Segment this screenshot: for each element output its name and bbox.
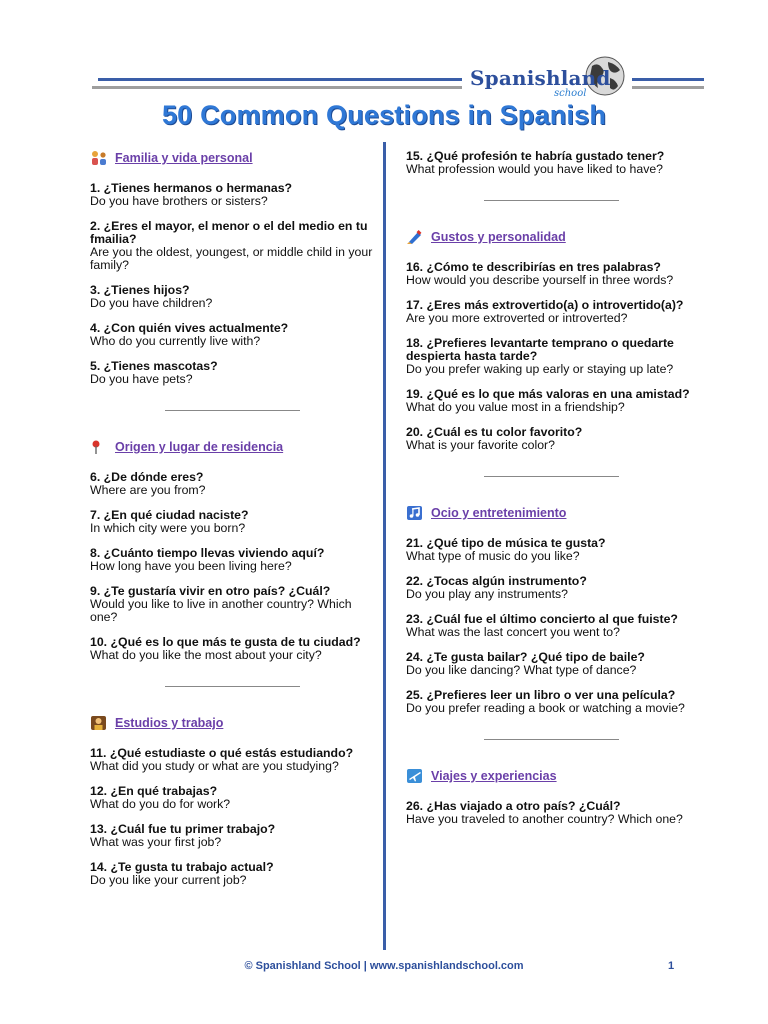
paintbrush-icon bbox=[406, 229, 424, 245]
question-en: Do you have children? bbox=[90, 296, 213, 310]
question-es: 3. ¿Tienes hijos? bbox=[90, 283, 190, 297]
question-en: Do you prefer reading a book or watching a movie? bbox=[406, 701, 685, 715]
question-item bbox=[406, 800, 696, 826]
question-en: Do you have pets? bbox=[90, 372, 193, 386]
question-item bbox=[90, 284, 375, 310]
question-en: Where are you from? bbox=[90, 483, 206, 497]
question-item bbox=[90, 360, 375, 386]
question-es: 24. ¿Te gusta bailar? ¿Qué tipo de baile? bbox=[406, 650, 645, 664]
question-en: What do you value most in a friendship? bbox=[406, 400, 625, 414]
question-es: 9. ¿Te gustaría vivir en otro país? ¿Cuál? bbox=[90, 584, 331, 598]
question-item bbox=[406, 537, 696, 563]
left-column bbox=[90, 150, 375, 899]
question-es: 16. ¿Cómo te describirías en tres palabras? bbox=[406, 260, 661, 274]
question-en: How would you describe yourself in three words? bbox=[406, 273, 674, 287]
section-gustos-header bbox=[406, 229, 696, 245]
family-icon bbox=[90, 150, 108, 166]
section-familia-title: Familia y vida personal bbox=[115, 151, 253, 165]
page-number: 1 bbox=[668, 960, 675, 972]
question-en: Are you the oldest, youngest, or middle child in your family? bbox=[90, 245, 373, 272]
question-item bbox=[90, 747, 375, 773]
question-item bbox=[90, 785, 375, 811]
question-en: Would you like to live in another country? Which one? bbox=[90, 597, 352, 624]
section-separator bbox=[165, 410, 300, 411]
question-en: Do you have brothers or sisters? bbox=[90, 194, 268, 208]
question-es: 15. ¿Qué profesión te habría gustado tener? bbox=[406, 149, 665, 163]
location-pin-icon bbox=[90, 439, 108, 455]
section-familia-header bbox=[90, 150, 375, 166]
question-en: What was the last concert you went to? bbox=[406, 625, 620, 639]
question-item bbox=[406, 388, 696, 414]
question-es: 13. ¿Cuál fue tu primer trabajo? bbox=[90, 822, 276, 836]
question-en: What do you like the most about your city? bbox=[90, 648, 322, 662]
question-item bbox=[90, 636, 375, 662]
section-viajes-title: Viajes y experiencias bbox=[431, 769, 557, 783]
header-rule-blue bbox=[98, 78, 462, 81]
right-column bbox=[406, 150, 696, 838]
question-en: How long have you been living here? bbox=[90, 559, 292, 573]
question-item bbox=[90, 547, 375, 573]
header-rule-gray-right bbox=[632, 86, 704, 89]
question-es: 8. ¿Cuánto tiempo llevas viviendo aquí? bbox=[90, 546, 325, 560]
question-en: In which city were you born? bbox=[90, 521, 246, 535]
question-es: 20. ¿Cuál es tu color favorito? bbox=[406, 425, 583, 439]
question-en: What did you study or what are you studying? bbox=[90, 759, 339, 773]
section-separator bbox=[484, 739, 619, 740]
question-item bbox=[90, 471, 375, 497]
section-origen-header bbox=[90, 439, 375, 455]
logo-subtitle: school bbox=[554, 88, 587, 99]
question-es: 2. ¿Eres el mayor, el menor o el del medio en tu fmailia? bbox=[90, 219, 368, 246]
question-item bbox=[90, 585, 375, 624]
header-rule-gray bbox=[92, 86, 462, 89]
question-item bbox=[406, 337, 696, 376]
question-es: 21. ¿Qué tipo de música te gusta? bbox=[406, 536, 606, 550]
question-es: 18. ¿Prefieres levantarte temprano o quedarte despierta hasta tarde? bbox=[406, 336, 674, 363]
question-en: What was your first job? bbox=[90, 835, 222, 849]
question-es: 23. ¿Cuál fue el último concierto al que fuiste? bbox=[406, 612, 678, 626]
music-note-icon bbox=[406, 505, 424, 521]
question-es: 17. ¿Eres más extrovertido(a) o introvertido(a)? bbox=[406, 298, 684, 312]
section-viajes-header bbox=[406, 768, 696, 784]
question-item bbox=[406, 575, 696, 601]
question-item bbox=[90, 509, 375, 535]
section-estudios-header bbox=[90, 715, 375, 731]
question-en: Do you like dancing? What type of dance? bbox=[406, 663, 637, 677]
question-es: 7. ¿En qué ciudad naciste? bbox=[90, 508, 249, 522]
spanishland-logo bbox=[470, 52, 632, 102]
question-en: What profession would you have liked to have? bbox=[406, 162, 664, 176]
question-item bbox=[90, 823, 375, 849]
question-es: 11. ¿Qué estudiaste o qué estás estudiando? bbox=[90, 746, 354, 760]
airplane-icon bbox=[406, 768, 424, 784]
question-item bbox=[406, 426, 696, 452]
question-es: 5. ¿Tienes mascotas? bbox=[90, 359, 218, 373]
question-en: Have you traveled to another country? Which one? bbox=[406, 812, 683, 826]
question-es: 19. ¿Qué es lo que más valoras en una amistad? bbox=[406, 387, 690, 401]
question-item bbox=[406, 613, 696, 639]
question-item bbox=[406, 150, 696, 176]
question-item bbox=[90, 861, 375, 887]
question-en: What is your favorite color? bbox=[406, 438, 555, 452]
section-origen-title: Origen y lugar de residencia bbox=[115, 440, 284, 454]
question-item bbox=[90, 322, 375, 348]
column-divider bbox=[383, 142, 386, 950]
question-en: Are you more extroverted or introverted? bbox=[406, 311, 628, 325]
question-es: 26. ¿Has viajado a otro país? ¿Cuál? bbox=[406, 799, 621, 813]
header-rule-blue-right bbox=[632, 78, 704, 81]
question-es: 10. ¿Qué es lo que más te gusta de tu ciudad? bbox=[90, 635, 361, 649]
section-estudios-title: Estudios y trabajo bbox=[115, 716, 224, 730]
section-ocio-header bbox=[406, 505, 696, 521]
question-en: Do you play any instruments? bbox=[406, 587, 568, 601]
question-item bbox=[406, 689, 696, 715]
question-es: 14. ¿Te gusta tu trabajo actual? bbox=[90, 860, 274, 874]
question-en: Do you like your current job? bbox=[90, 873, 247, 887]
question-en: Who do you currently live with? bbox=[90, 334, 261, 348]
page-title: 50 Common Questions in Spanish bbox=[161, 100, 607, 130]
section-separator bbox=[484, 476, 619, 477]
logo-name: Spanishland bbox=[470, 66, 611, 90]
section-separator bbox=[165, 686, 300, 687]
question-es: 22. ¿Tocas algún instrumento? bbox=[406, 574, 587, 588]
question-es: 4. ¿Con quién vives actualmente? bbox=[90, 321, 289, 335]
question-en: What do you do for work? bbox=[90, 797, 231, 811]
question-item bbox=[406, 261, 696, 287]
section-separator bbox=[484, 200, 619, 201]
question-en: What type of music do you like? bbox=[406, 549, 580, 563]
question-item bbox=[90, 182, 375, 208]
question-item bbox=[406, 651, 696, 677]
section-gustos-title: Gustos y personalidad bbox=[431, 230, 566, 244]
page-footer: © Spanishland School | www.spanishlandschool.com bbox=[244, 960, 524, 972]
question-es: 25. ¿Prefieres leer un libro o ver una película? bbox=[406, 688, 676, 702]
section-ocio-title: Ocio y entretenimiento bbox=[431, 506, 567, 520]
question-item bbox=[90, 220, 375, 272]
question-es: 6. ¿De dónde eres? bbox=[90, 470, 204, 484]
question-en: Do you prefer waking up early or staying up late? bbox=[406, 362, 674, 376]
question-item bbox=[406, 299, 696, 325]
worker-icon bbox=[90, 715, 108, 731]
question-es: 12. ¿En qué trabajas? bbox=[90, 784, 218, 798]
question-es: 1. ¿Tienes hermanos o hermanas? bbox=[90, 181, 293, 195]
